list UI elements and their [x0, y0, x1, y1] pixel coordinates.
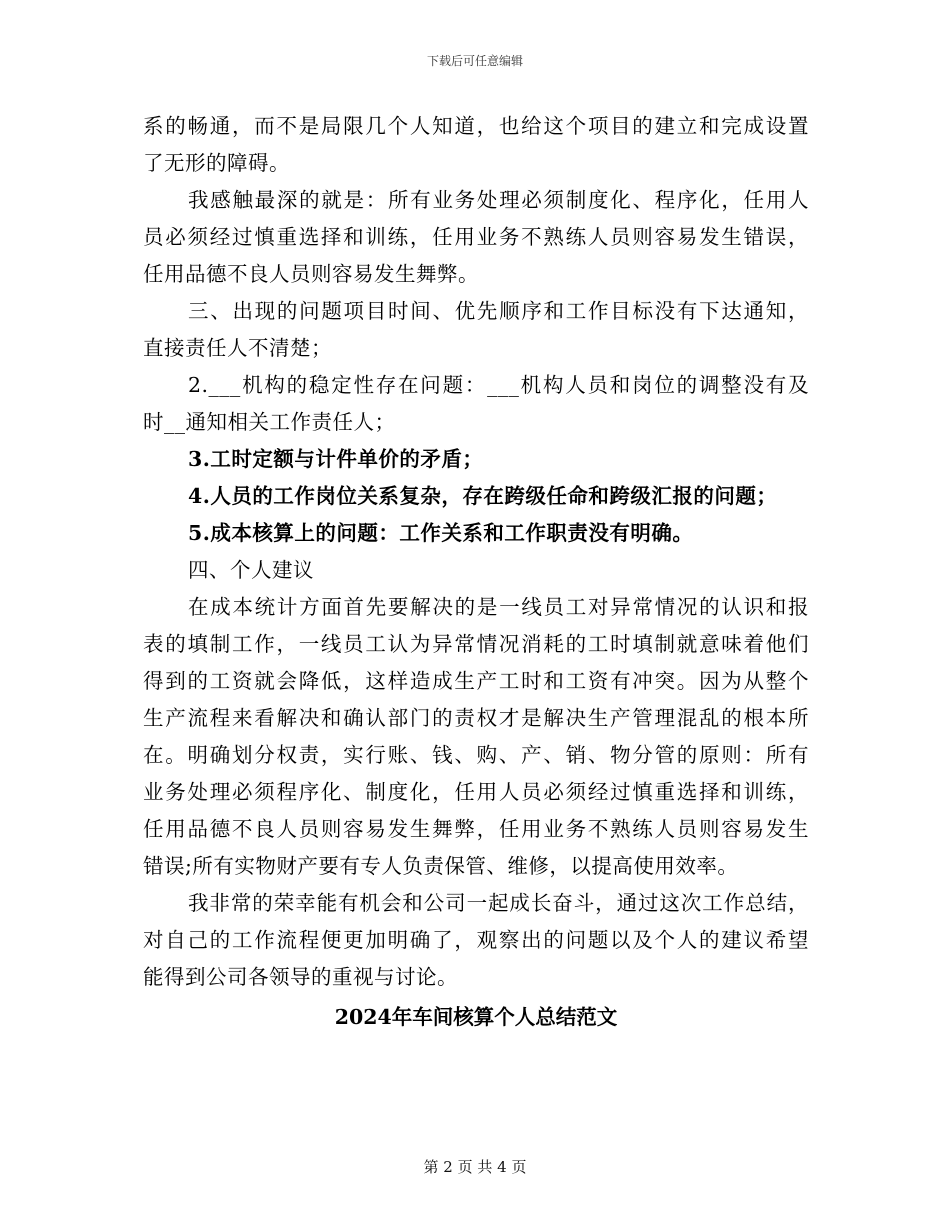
- body-line: 业务处理必须程序化、制度化，任用人员必须经过慎重选择和训练，: [143, 780, 809, 804]
- body-line: 员必须经过慎重选择和训练，任用业务不熟练人员则容易发生错误，: [143, 225, 809, 249]
- body-line: 错误;所有实物财产要有专人负责保管、维修，以提高使用效率。: [143, 854, 739, 878]
- page-header: 下载后可任意编辑: [426, 54, 523, 68]
- body-line: 任用品德不良人员则容易发生舞弊，任用业务不熟练人员则容易发生: [143, 817, 809, 841]
- document-body: [143, 108, 809, 1037]
- bold-list-item: 3.工时定额与计件单价的矛盾；: [188, 447, 484, 471]
- paragraph-first-line: 三、出现的问题项目时间、优先顺序和工作目标没有下达通知，: [188, 299, 809, 323]
- bold-list-item: 5.成本核算上的问题：工作关系和工作职责没有明确。: [188, 521, 694, 545]
- bold-list-item: 4.人员的工作岗位关系复杂，存在跨级任命和跨级汇报的问题；: [188, 484, 778, 508]
- body-line: 生产流程来看解决和确认部门的责权才是解决生产管理混乱的根本所: [143, 706, 809, 730]
- body-line: 时__通知相关工作责任人；: [143, 410, 396, 434]
- body-line: 对自己的工作流程便更加明确了，观察出的问题以及个人的建议希望: [143, 928, 809, 952]
- body-line: 在。明确划分权责，实行账、钱、购、产、销、物分管的原则：所有: [143, 743, 809, 767]
- body-line: 直接责任人不清楚；: [143, 336, 332, 360]
- section-heading: 四、个人建议: [188, 558, 314, 582]
- document-title: 2024年车间核算个人总结范文: [334, 1005, 618, 1029]
- paragraph-first-line: 我非常的荣幸能有机会和公司一起成长奋斗，通过这次工作总结，: [188, 891, 809, 915]
- body-line: 任用品德不良人员则容易发生舞弊。: [143, 262, 479, 286]
- body-line: 表的填制工作，一线员工认为异常情况消耗的工时填制就意味着他们: [143, 632, 809, 656]
- paragraph-first-line: 在成本统计方面首先要解决的是一线员工对异常情况的认识和报: [188, 595, 809, 619]
- paragraph-first-line: 我感触最深的就是：所有业务处理必须制度化、程序化，任用人: [188, 188, 809, 212]
- paragraph-first-line: 2.___机构的稳定性存在问题：___机构人员和岗位的调整没有及: [188, 373, 809, 397]
- body-line: 能得到公司各领导的重视与讨论。: [143, 965, 458, 989]
- body-line: 系的畅通，而不是局限几个人知道，也给这个项目的建立和完成设置: [143, 114, 809, 138]
- page-footer: 第 2 页 共 4 页: [423, 1158, 527, 1176]
- body-line: 得到的工资就会降低，这样造成生产工时和工资有冲突。因为从整个: [143, 669, 809, 693]
- body-line: 了无形的障碍。: [143, 151, 290, 175]
